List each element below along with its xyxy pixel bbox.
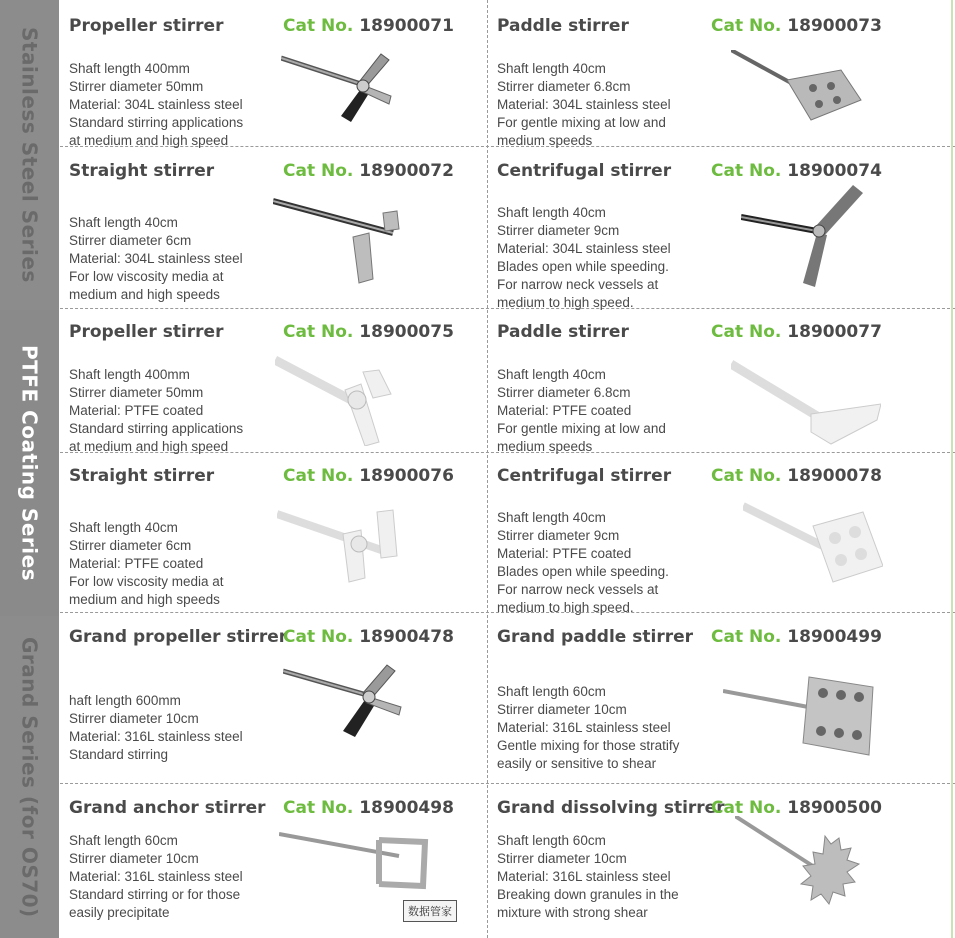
product-card [497, 151, 925, 310]
spec-line: Stirrer diameter 9cm [497, 528, 620, 543]
spec-line: Stirrer diameter 10cm [497, 702, 627, 717]
cat-label: Cat No. [283, 627, 354, 647]
spec-line: mixture with strong shear [497, 905, 648, 920]
cat-label: Cat No. [283, 16, 354, 36]
product-name: Grand propeller stirrer [69, 627, 288, 647]
spec-line: Material: 316L stainless steel [497, 720, 671, 735]
spec-line: Material: PTFE coated [497, 403, 632, 418]
catalog-number [711, 627, 882, 647]
product-specs [497, 509, 697, 617]
cat-number: 18900076 [359, 466, 454, 486]
series-band-ptfe [0, 310, 59, 616]
product-specs [497, 366, 697, 456]
product-name: Grand paddle stirrer [497, 627, 694, 647]
paddle-stirrer-steel-icon [731, 50, 871, 130]
product-name: Straight stirrer [69, 466, 215, 486]
spec-line: Material: PTFE coated [69, 403, 204, 418]
product-name: Propeller stirrer [69, 322, 224, 342]
spec-line: Material: 304L stainless steel [69, 97, 243, 112]
product-name: Grand anchor stirrer [69, 798, 266, 818]
cat-label: Cat No. [711, 627, 782, 647]
series-label-stainless: Stainless Steel Series [17, 27, 42, 283]
spec-line: For narrow neck vessels at [497, 277, 659, 292]
propeller-stirrer-steel-icon [281, 44, 401, 134]
grand-propeller-stirrer-icon [283, 659, 405, 739]
spec-line: For low viscosity media at [69, 574, 224, 589]
spec-line: medium speeds [497, 133, 593, 148]
propeller-stirrer-ptfe-icon [275, 354, 405, 446]
spec-line: easily or sensitive to shear [497, 756, 657, 771]
product-specs [69, 692, 269, 764]
spec-line: Shaft length 40cm [69, 520, 178, 535]
spec-line: Shaft length 60cm [497, 833, 606, 848]
product-name: Propeller stirrer [69, 16, 224, 36]
product-card [69, 617, 497, 762]
cat-number: 18900071 [359, 16, 454, 36]
grand-anchor-stirrer-icon [279, 826, 429, 906]
catalog-number [283, 798, 454, 818]
spec-line: Stirrer diameter 6.8cm [497, 79, 631, 94]
catalog-number [711, 466, 882, 486]
spec-line: Material: 316L stainless steel [497, 869, 671, 884]
cat-number: 18900498 [359, 798, 454, 818]
cat-number: 18900499 [787, 627, 882, 647]
spec-line: For gentle mixing at low and [497, 421, 666, 436]
product-name: Straight stirrer [69, 161, 215, 181]
series-band-grand [0, 616, 59, 938]
spec-line: Material: 304L stainless steel [497, 97, 671, 112]
product-specs [69, 60, 269, 150]
series-sidebar [0, 0, 59, 938]
spec-line: haft length 600mm [69, 693, 181, 708]
spec-line: Stirrer diameter 10cm [69, 851, 199, 866]
product-name: Grand dissolving stirrer [497, 798, 725, 818]
cat-label: Cat No. [283, 798, 354, 818]
catalog-number [283, 322, 454, 342]
spec-line: Stirrer diameter 10cm [69, 711, 199, 726]
cat-number: 18900073 [787, 16, 882, 36]
cat-label: Cat No. [711, 161, 782, 181]
spec-line: Material: 316L stainless steel [69, 869, 243, 884]
spec-line: Stirrer diameter 6cm [69, 233, 192, 248]
cat-label: Cat No. [711, 466, 782, 486]
spec-line: medium to high speed. [497, 600, 634, 615]
catalog-number [283, 466, 454, 486]
spec-line: Shaft length 60cm [69, 833, 178, 848]
spec-line: Standard stirring or for those [69, 887, 241, 902]
product-specs [497, 832, 697, 922]
spec-line: easily precipitate [69, 905, 170, 920]
cat-label: Cat No. [283, 161, 354, 181]
spec-line: For low viscosity media at [69, 269, 224, 284]
spec-line: Gentle mixing for those stratify [497, 738, 680, 753]
spec-line: Blades open while speeding. [497, 259, 669, 274]
spec-line: Shaft length 60cm [497, 684, 606, 699]
spec-line: Shaft length 40cm [497, 367, 606, 382]
grand-paddle-stirrer-icon [723, 663, 883, 759]
spec-line: Stirrer diameter 50mm [69, 385, 204, 400]
spec-line: Stirrer diameter 6cm [69, 538, 192, 553]
product-name: Centrifugal stirrer [497, 161, 672, 181]
cat-number: 18900072 [359, 161, 454, 181]
paddle-stirrer-ptfe-icon [731, 344, 881, 456]
spec-line: Standard stirring [69, 747, 169, 762]
watermark-badge: 数据管家 [403, 900, 457, 922]
spec-line: Stirrer diameter 6.8cm [497, 385, 631, 400]
product-card [497, 6, 925, 146]
spec-line: medium and high speeds [69, 287, 220, 302]
centrifugal-stirrer-ptfe-icon [743, 496, 883, 606]
cat-number: 18900078 [787, 466, 882, 486]
cat-label: Cat No. [711, 16, 782, 36]
product-specs [69, 366, 269, 456]
product-specs [69, 832, 269, 922]
straight-stirrer-steel-icon [273, 193, 403, 285]
spec-line: Shaft length 400mm [69, 367, 190, 382]
spec-line: Standard stirring applications [69, 421, 244, 436]
spec-line: Material: PTFE coated [497, 546, 632, 561]
spec-line: Shaft length 40cm [497, 205, 606, 220]
product-name: Paddle stirrer [497, 16, 629, 36]
cat-number: 18900478 [359, 627, 454, 647]
spec-line: Stirrer diameter 50mm [69, 79, 204, 94]
spec-line: Shaft length 40cm [69, 215, 178, 230]
product-specs [69, 214, 269, 304]
cat-number: 18900077 [787, 322, 882, 342]
catalog-number [711, 16, 882, 36]
product-card [497, 617, 925, 771]
cat-label: Cat No. [283, 466, 354, 486]
cat-label: Cat No. [711, 798, 782, 818]
product-name: Paddle stirrer [497, 322, 629, 342]
spec-line: Material: PTFE coated [69, 556, 204, 571]
product-name: Centrifugal stirrer [497, 466, 672, 486]
product-card [69, 456, 497, 607]
series-band-stainless [0, 0, 59, 310]
spec-line: Stirrer diameter 10cm [497, 851, 627, 866]
cat-number: 18900500 [787, 798, 882, 818]
right-border [951, 0, 953, 938]
straight-stirrer-ptfe-icon [277, 504, 407, 586]
spec-line: at medium and high speed [69, 133, 229, 148]
product-specs [497, 683, 697, 773]
spec-line: For gentle mixing at low and [497, 115, 666, 130]
spec-line: Shaft length 40cm [497, 510, 606, 525]
spec-line: medium speeds [497, 439, 593, 454]
catalog-number [283, 161, 454, 181]
spec-line: Shaft length 40cm [497, 61, 606, 76]
grand-dissolving-stirrer-icon [735, 816, 865, 918]
cat-number: 18900075 [359, 322, 454, 342]
spec-line: Blades open while speeding. [497, 564, 669, 579]
row-divider [60, 783, 955, 784]
series-label-grand: Grand Series (for OS70) [17, 636, 42, 918]
spec-line: Material: 304L stainless steel [69, 251, 243, 266]
product-specs [69, 519, 269, 609]
catalog-number [283, 16, 454, 36]
spec-line: Stirrer diameter 9cm [497, 223, 620, 238]
catalog-number [711, 161, 882, 181]
cat-number: 18900074 [787, 161, 882, 181]
catalog-number [711, 322, 882, 342]
catalog-number [283, 627, 454, 647]
spec-line: Shaft length 400mm [69, 61, 190, 76]
product-card [69, 312, 497, 452]
spec-line: Material: 304L stainless steel [497, 241, 671, 256]
product-card [497, 456, 925, 615]
spec-line: medium and high speeds [69, 592, 220, 607]
spec-line: Standard stirring applications [69, 115, 244, 130]
spec-line: at medium and high speed [69, 439, 229, 454]
product-specs [497, 204, 697, 312]
product-specs [497, 60, 697, 150]
centrifugal-stirrer-steel-icon [741, 183, 871, 287]
product-card [69, 6, 497, 146]
product-card [497, 788, 925, 928]
series-label-ptfe: PTFE Coating Series [17, 344, 42, 582]
cat-label: Cat No. [283, 322, 354, 342]
product-card [69, 151, 497, 302]
spec-line: For narrow neck vessels at [497, 582, 659, 597]
spec-line: medium to high speed. [497, 295, 634, 310]
spec-line: Breaking down granules in the [497, 887, 679, 902]
product-card [497, 312, 925, 452]
catalog-number [711, 798, 882, 818]
cat-label: Cat No. [711, 322, 782, 342]
spec-line: Material: 316L stainless steel [69, 729, 243, 744]
